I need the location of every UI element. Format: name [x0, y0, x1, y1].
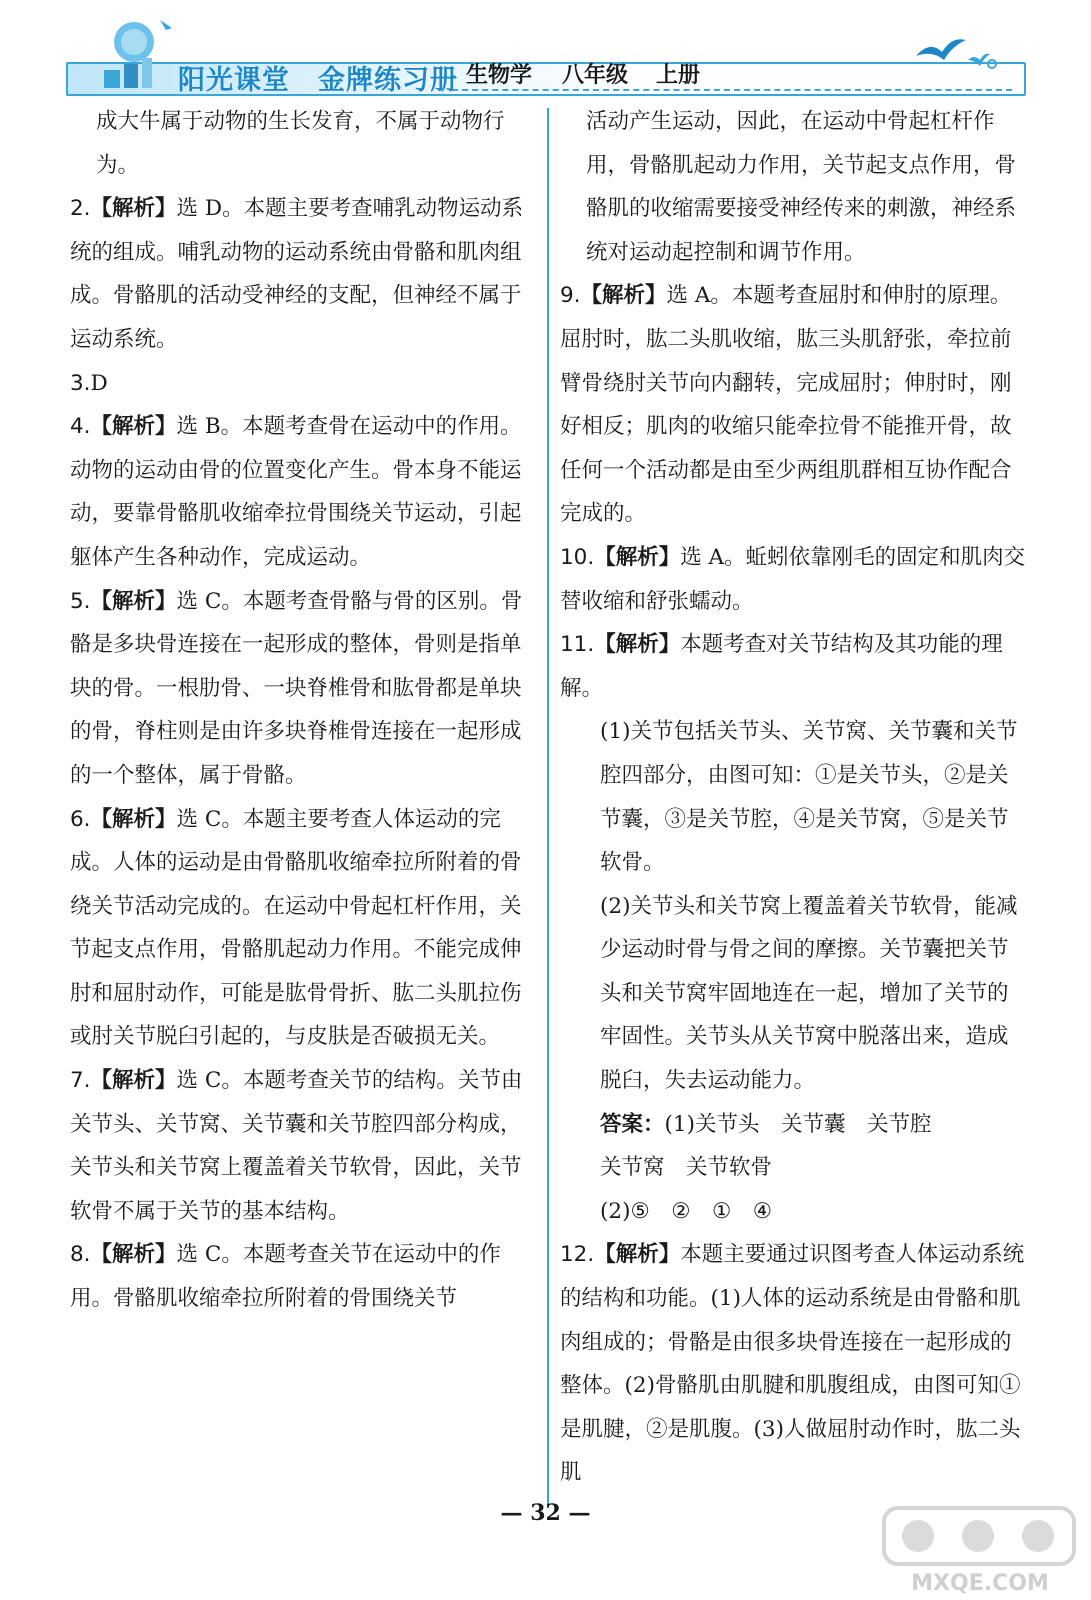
analysis-tag: 【解析】 [580, 283, 667, 309]
item-text: 成大牛属于动物的生长发育，不属于动物行为。 [96, 109, 505, 178]
analysis-tag: 【解析】 [90, 414, 177, 440]
item-number: 6. [70, 806, 91, 832]
analysis-tag: 【解析】 [594, 544, 681, 570]
item-text: 选 B。本题考查骨在运动中的作用。动物的运动由骨的位置变化产生。骨本身不能运动，要靠骨骼肌收缩牵拉骨围绕关节运动，引起躯体产生各种动作，完成运动。 [70, 414, 522, 570]
answer-item-4 [70, 405, 536, 579]
answer-item-9 [560, 274, 1026, 536]
page-header [0, 0, 1091, 110]
analysis-tag: 【解析】 [90, 1242, 177, 1268]
answer-text: (1)关节头 关节囊 关节腔 [664, 1111, 932, 1137]
analysis-tag: 【解析】 [90, 588, 177, 614]
item-text: 选 C。本题主要考查人体运动的完成。人体的运动是由骨骼肌收缩牵拉所附着的骨绕关节活动完成的。在运动中骨起杠杆作用，关节起支点作用，骨骼肌起动力作用。不能完成伸肘和屈肘动作，可能是肱骨骨折、肱二头肌拉伤或肘关节脱臼引起的，与皮肤是否破损无关。 [70, 806, 522, 1050]
grade-label: 八年级 [562, 63, 629, 88]
brand-series: 金牌练习册 [318, 65, 458, 96]
q11-part-1: (1)关节包括关节头、关节窝、关节囊和关节腔四部分，由图可知：①是关节头，②是关节囊，③是关节腔，④是关节窝，⑤是关节软骨。 [600, 719, 1018, 876]
q11-answer-line-3: (2)⑤ ② ① ④ [600, 1198, 773, 1224]
answer-item-5 [70, 580, 536, 798]
brand-title: 阳光课堂 [178, 65, 290, 96]
answer-item-7 [70, 1059, 536, 1233]
item-number: 8. [70, 1242, 91, 1268]
q11-answer-line-2: 关节窝 关节软骨 [600, 1155, 773, 1181]
item-text: 选 A。本题考查屈肘和伸肘的原理。屈肘时，肱二头肌收缩，肱三头肌舒张，牵拉前臂骨绕肘关节向内翻转，完成屈肘；伸肘时，刚好相反；肌肉的收缩只能牵拉骨不能推开骨，故任何一个活动都是由至少两组肌群相互协作配合完成的。 [560, 283, 1012, 527]
item-number: 5. [70, 588, 91, 614]
watermark-text: MXQE.COM [911, 1571, 1049, 1596]
item-number: 10. [560, 544, 595, 570]
item-text: 选 C。本题考查关节的结构。关节由关节头、关节窝、关节囊和关节腔四部分构成，关节头和关节窝上覆盖着关节软骨，因此，关节软骨不属于关节的基本结构。 [70, 1068, 523, 1224]
item-text: 本题主要通过识图考查人体运动系统的结构和功能。(1)人体的运动系统是由骨骼和肌肉组成的；骨骼是由很多块骨连接在一起形成的整体。(2)骨骼肌由肌腱和肌腹组成，由图可知①是肌腱，②是肌腹。(3)人做屈肘动作时，肱二头肌 [560, 1242, 1025, 1486]
answer-item-3 [70, 362, 536, 406]
item-number: 11. [560, 632, 595, 658]
volume-label: 上册 [656, 63, 701, 88]
analysis-tag: 【解析】 [90, 1068, 177, 1094]
right-column [560, 100, 1026, 1495]
answer-item-1-cont [70, 100, 536, 187]
column-divider [547, 108, 549, 1508]
analysis-tag: 【解析】 [90, 196, 177, 222]
item-text: 活动产生运动，因此，在运动中骨起杠杆作用，骨骼肌起动力作用，关节起支点作用，骨骼肌的收缩需要接受神经传来的刺激，神经系统对运动起控制和调节作用。 [586, 109, 1017, 265]
q11-part-2: (2)关节头和关节窝上覆盖着关节软骨，能减少运动时骨与骨之间的摩擦。关节囊把关节头和关节窝牢固地连在一起，增加了关节的牢固性。关节头从关节窝中脱落出来，造成脱臼，失去运动能力。 [600, 893, 1018, 1094]
analysis-tag: 【解析】 [90, 806, 177, 832]
left-column [70, 100, 536, 1321]
answer-item-11 [560, 623, 1026, 710]
analysis-tag: 【解析】 [594, 1242, 681, 1268]
item-number: 2. [70, 196, 91, 222]
page-number: — 32 — [500, 1500, 591, 1526]
item-text: 选 C。本题考查骨骼与骨的区别。骨骼是多块骨连接在一起形成的整体，骨则是指单块的骨。一根肋骨、一块脊椎骨和肱骨都是单块的骨，脊柱则是由许多块脊椎骨连接在一起形成的一个整体，属于骨骼。 [70, 588, 523, 788]
item-text: 选 A。蚯蚓依靠刚毛的固定和肌肉交替收缩和舒张蠕动。 [560, 544, 1026, 614]
birds-icon [908, 30, 1018, 90]
answer-label: 答案： [600, 1111, 665, 1137]
watermark-logo [878, 1504, 1083, 1596]
answer-item-6 [70, 798, 536, 1060]
book-logo-icon [100, 14, 180, 94]
answer-item-8-cont [560, 100, 1026, 274]
answer-item-12 [560, 1233, 1026, 1495]
subject-label: 生物学 [466, 63, 533, 88]
item-number: 9. [560, 283, 581, 309]
item-text: 选 D。本题主要考查哺乳动物运动系统的组成。哺乳动物的运动系统由骨骼和肌肉组成。骨骼肌的活动受神经的支配，但神经不属于运动系统。 [70, 196, 524, 352]
item-text: 选 C。本题考查关节在运动中的作用。骨骼肌收缩牵拉所附着的骨围绕关节 [70, 1242, 501, 1312]
answer-item-8 [70, 1233, 536, 1320]
answer-item-10 [560, 536, 1026, 623]
q11-answer-line-1 [560, 1103, 1026, 1147]
item-number: 12. [560, 1242, 595, 1268]
item-text: D [90, 370, 108, 396]
item-text: 本题考查对关节结构及其功能的理解。 [560, 632, 1003, 701]
answer-item-2 [70, 187, 536, 361]
item-number: 7. [70, 1068, 91, 1094]
analysis-tag: 【解析】 [594, 632, 681, 658]
item-number: 3. [70, 370, 91, 396]
item-number: 4. [70, 414, 91, 440]
